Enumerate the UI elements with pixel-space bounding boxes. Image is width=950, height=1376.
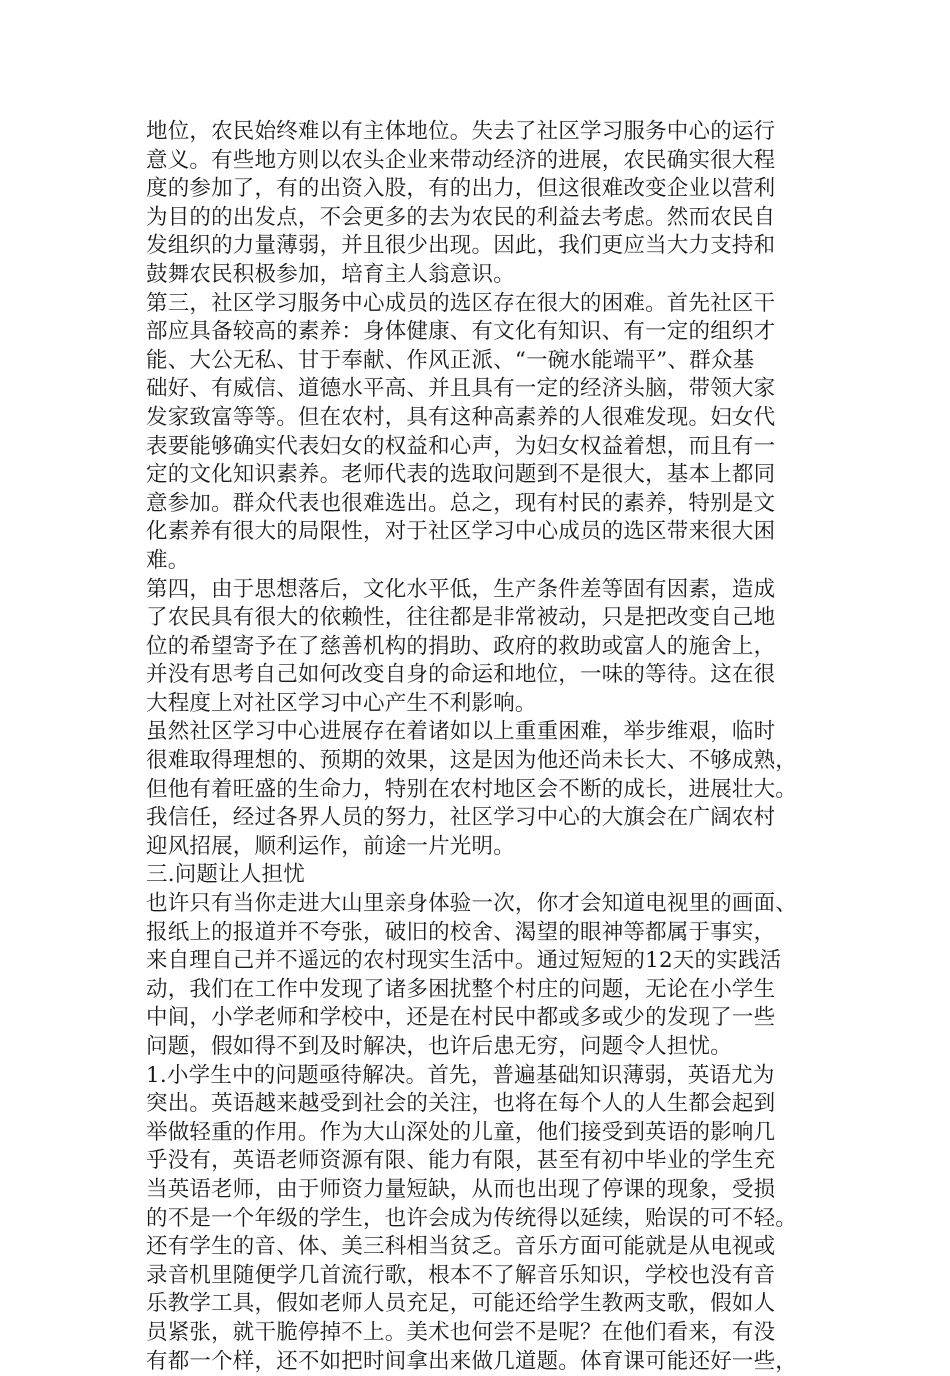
text-line: 我信任，经过各界人员的努力，社区学习中心的大旗会在广阔农村 [146, 805, 776, 831]
text-line: 员紧张，就干脆停掉不上。美术也何尝不是呢？在他们看来，有没 [146, 1319, 776, 1345]
text-line: 意参加。群众代表也很难选出。总之，现有村民的素养，特别是文 [146, 490, 776, 516]
text-line: 也许只有当你走进大山里亲身体验一次，你才会知道电视里的画面、 [146, 891, 798, 917]
text-line: 突出。英语越来越受到社会的关注，也将在每个人的人生都会起到 [146, 1091, 776, 1117]
text-line: 中间，小学老师和学校中，还是在村民中都或多或少的发现了一些 [146, 1005, 776, 1031]
text-line: 并没有思考自己如何改变自身的命运和地位，一味的等待。这在很 [146, 662, 776, 688]
text-line: 度的参加了，有的出资入股，有的出力，但这很难改变企业以营利 [146, 176, 776, 202]
text-line: 第三，社区学习服务中心成员的选区存在很大的困难。首先社区干 [146, 290, 776, 316]
text-line: 鼓舞农民积极参加，培育主人翁意识。 [146, 261, 515, 287]
text-line: 础好、有威信、道德水平高、并且具有一定的经济头脑，带领大家 [146, 376, 776, 402]
text-line: 来自理自己并不遥远的农村现实生活中。通过短短的12天的实践活 [146, 948, 782, 974]
text-line: 报纸上的报道并不夸张，破旧的校舍、渴望的眼神等都属于事实， [146, 919, 776, 945]
text-line: 了农民具有很大的依赖性，往往都是非常被动，只是把改变自己地 [146, 605, 776, 631]
text-line: 有都一个样，还不如把时间拿出来做几道题。体育课可能还好一些， [146, 1348, 798, 1374]
text-line: 的不是一个年级的学生，也许会成为传统得以延续，贻误的可不轻。 [146, 1205, 798, 1231]
text-line: 位的希望寄予在了慈善机构的捐助、政府的救助或富人的施舍上， [146, 633, 776, 659]
text-line: 发组织的力量薄弱，并且很少出现。因此，我们更应当大力支持和 [146, 233, 776, 259]
text-line: 表要能够确实代表妇女的权益和心声，为妇女权益着想，而且有一 [146, 433, 776, 459]
text-line: 第四，由于思想落后，文化水平低，生产条件差等固有因素，造成 [146, 576, 776, 602]
text-line: 还有学生的音、体、美三科相当贫乏。音乐方面可能就是从电视或 [146, 1234, 776, 1260]
text-line: 很难取得理想的、预期的效果，这是因为他还尚未长大、不够成熟， [146, 748, 798, 774]
text-line: 乎没有，英语老师资源有限、能力有限，甚至有初中毕业的学生充 [146, 1148, 776, 1174]
text-line: 能、大公无私、甘于奉献、作风正派、“一碗水能端平”、群众基 [146, 347, 755, 373]
text-line: 迎风招展，顺利运作，前途一片光明。 [146, 833, 515, 859]
text-line: 动，我们在工作中发现了诸多困扰整个村庄的问题，无论在小学生 [146, 976, 776, 1002]
text-line: 大程度上对社区学习中心产生不利影响。 [146, 690, 537, 716]
text-line: 当英语老师，由于师资力量短缺，从而也出现了停课的现象，受损 [146, 1176, 776, 1202]
document-body [146, 118, 816, 1376]
text-line: 1.小学生中的问题亟待解决。首先，普遍基础知识薄弱，英语尤为 [146, 1062, 775, 1088]
text-line: 录音机里随便学几首流行歌，根本不了解音乐知识，学校也没有音 [146, 1262, 776, 1288]
text-line: 地位，农民始终难以有主体地位。失去了社区学习服务中心的运行 [146, 119, 776, 144]
text-line: 但他有着旺盛的生命力，特别在农村地区会不断的成长，进展壮大。 [146, 776, 798, 802]
text-line: 举做轻重的作用。作为大山深处的儿童，他们接受到英语的影响几 [146, 1119, 776, 1145]
text-line: 定的文化知识素养。老师代表的选取问题到不是很大，基本上都同 [146, 462, 776, 488]
text-line: 发家致富等等。但在农村，具有这种高素养的人很难发现。妇女代 [146, 404, 776, 430]
text-line: 意义。有些地方则以农头企业来带动经济的进展，农民确实很大程 [146, 147, 776, 173]
section-heading: 三.问题让人担忧 [146, 862, 305, 888]
text-line: 虽然社区学习中心进展存在着诸如以上重重困难，举步维艰，临时 [146, 719, 776, 745]
text-line: 难。 [146, 547, 190, 573]
text-line: 化素养有很大的局限性，对于社区学习中心成员的选区带来很大困 [146, 519, 776, 545]
text-line: 为目的的出发点，不会更多的去为农民的利益去考虑。然而农民自 [146, 204, 776, 230]
text-line: 部应具备较高的素养：身体健康、有文化有知识、有一定的组织才 [146, 319, 776, 345]
text-line: 问题，假如得不到及时解决，也许后患无穷，问题令人担忧。 [146, 1034, 732, 1059]
text-line: 乐教学工具，假如老师人员充足，可能还给学生教两支歌，假如人 [146, 1291, 776, 1317]
